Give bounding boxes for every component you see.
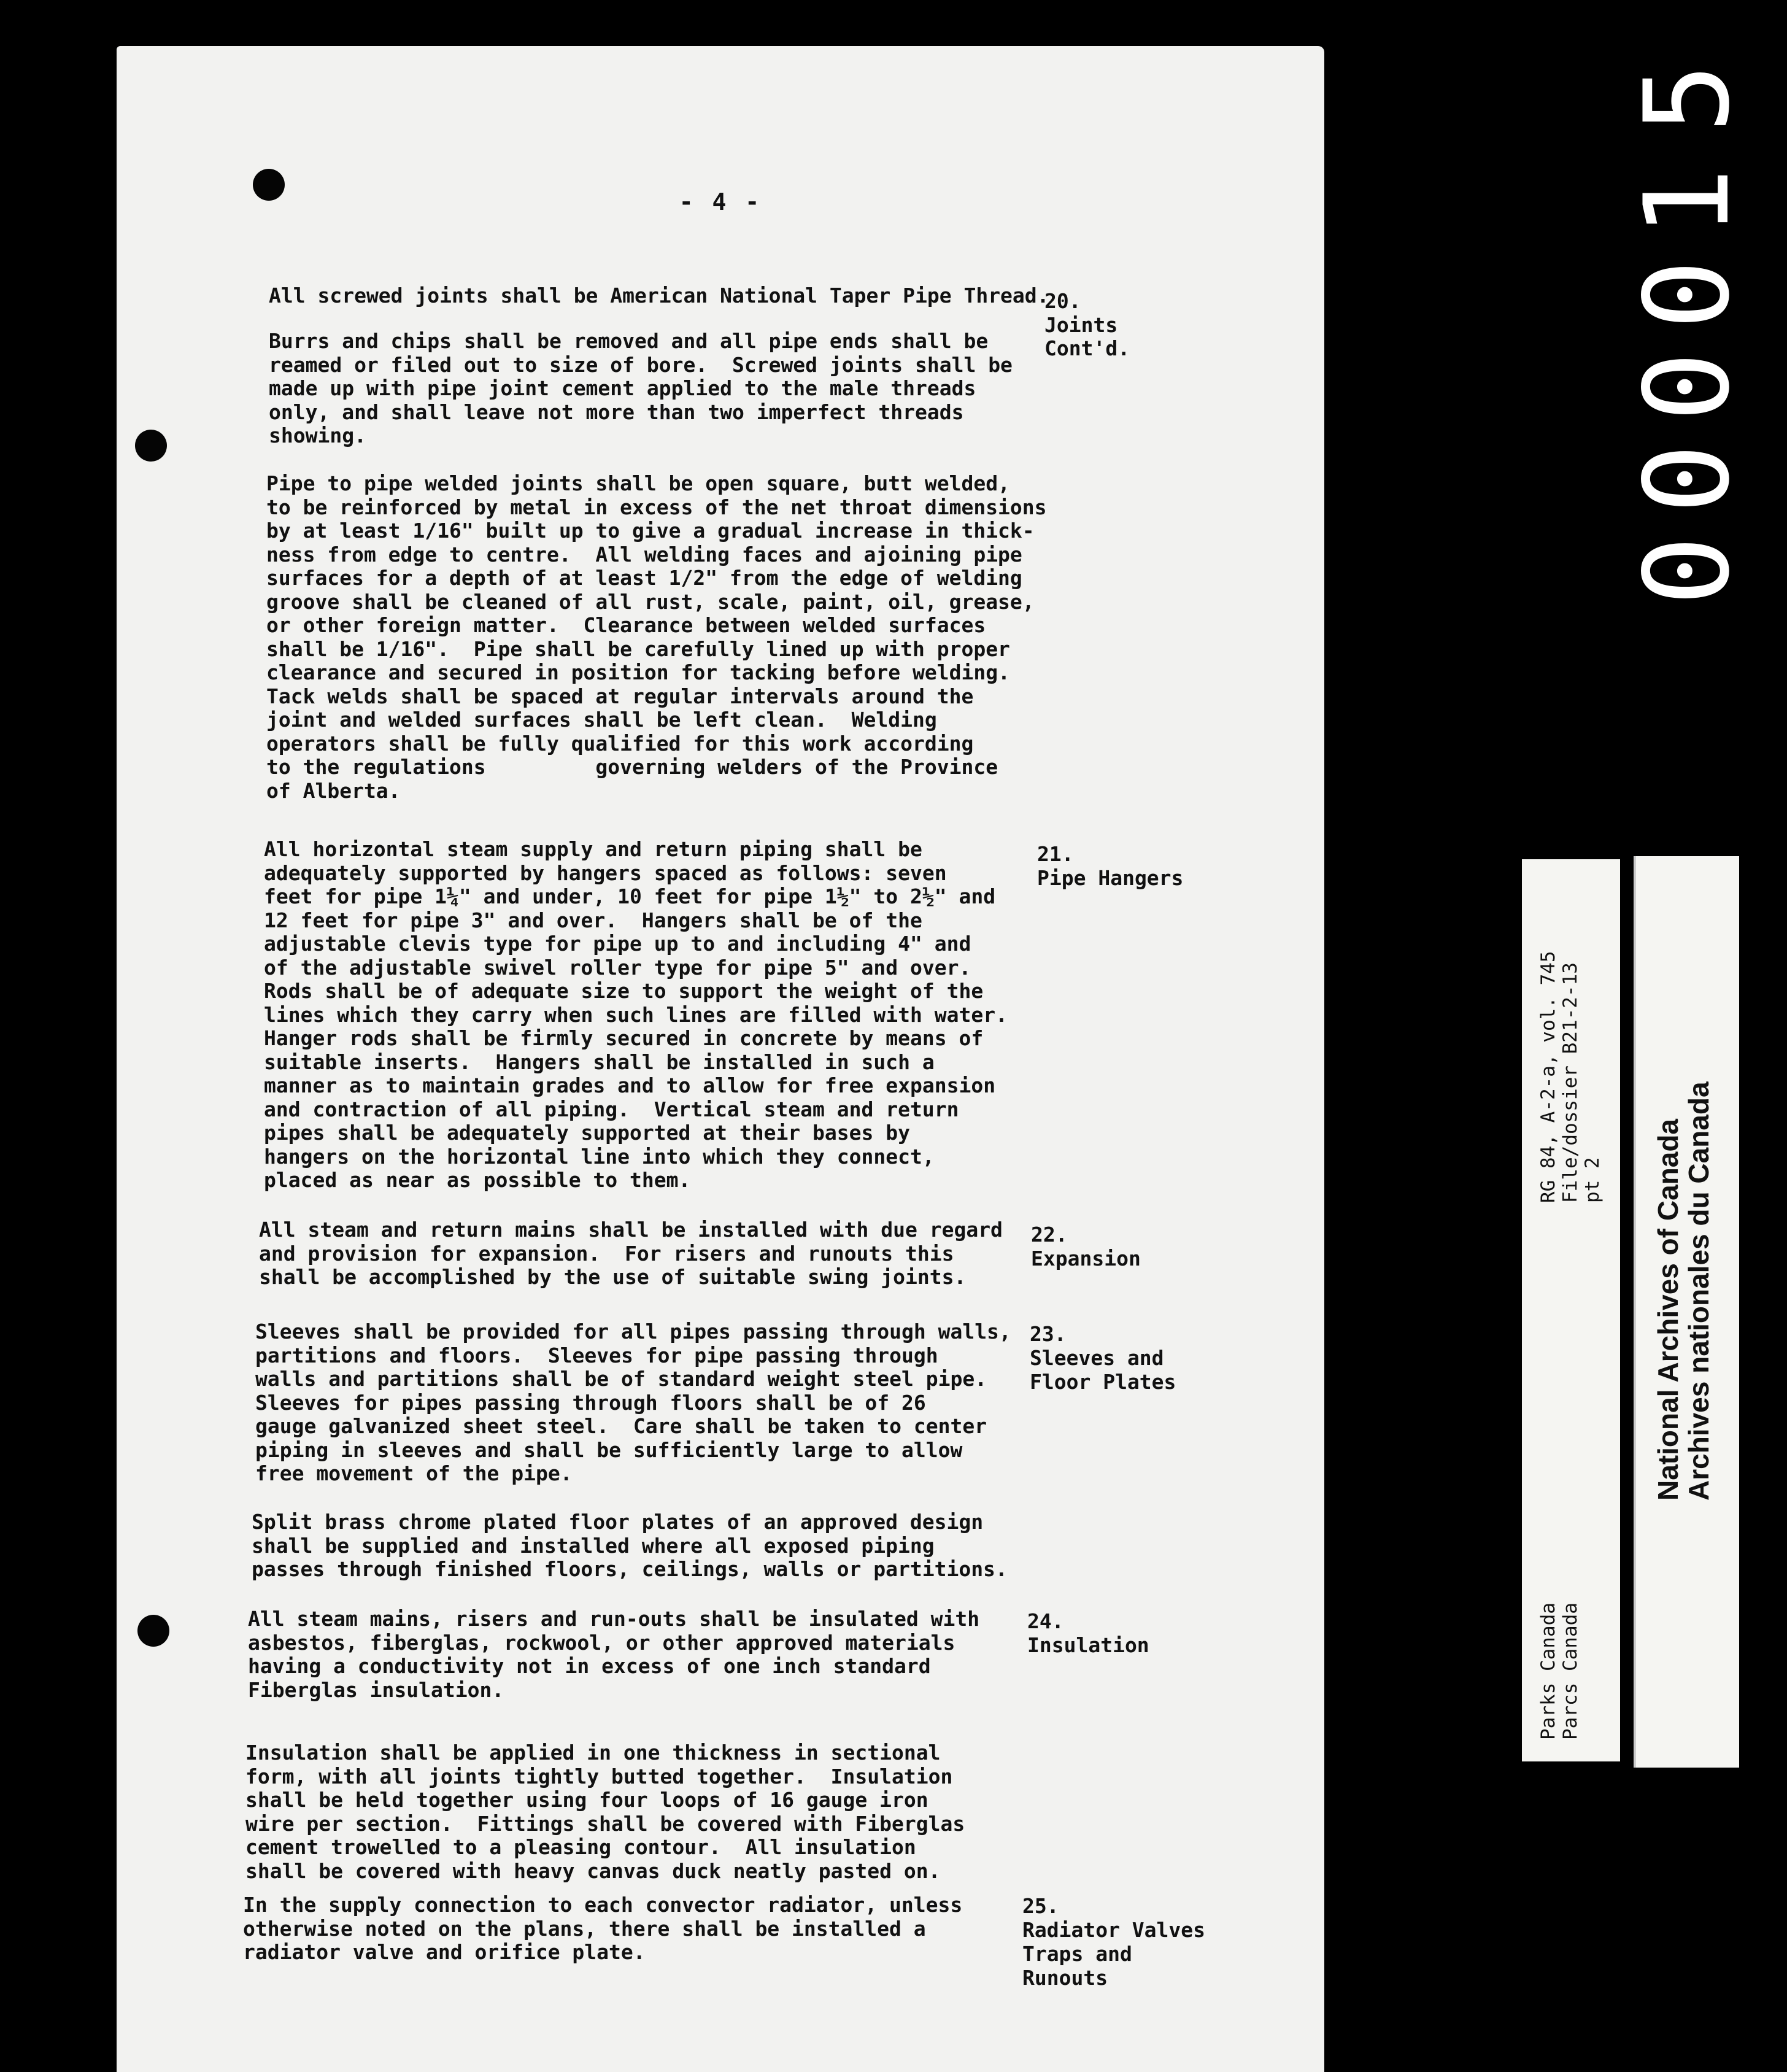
archive-agency-line-2: Parcs Canada [1559,1602,1581,1740]
section-25-paragraph-1: In the supply connection to each convector radiator, unless otherwise noted on the plans, there shall be installed a radiator valve and orifice plate. [243,1893,963,1964]
section-23-paragraph-1: Sleeves shall be provided for all pipes passing through walls, partitions and floors. Sleeves for pipe passing through walls and partitions shall be of standard weight steel pipe. Sleeves for pipes passing through floors shall be of 26 gauge galvanized sheet steel. Care shall be taken to center piping in sleeves and shall be sufficiently large to allow free movement of the pipe. [255,1320,1011,1485]
section-23-number: 23. [1030,1322,1067,1346]
punch-hole-bottom [137,1615,169,1647]
section-20-paragraph-3: Pipe to pipe welded joints shall be open square, butt welded, to be reinforced by metal in excess of the net throat dimensions by at least 1/16" built up to give a gradual increase in thick- ness from edge to centre. All welding faces and ajoining pipe surfaces for a depth of at least 1/2" from the edge of welding groove shall be cleaned of all rust, scale, paint, oil, grease, or other foreign matter. Clearance between welded surfaces shall be 1/16". Pipe shall be carefully lined up with proper clearance and secured in position for tacking before welding. Tack welds shall be spaced at regular intervals around the joint and welded surfaces shall be left clean. Welding operators shall be fully qualified for this work according to the regulations governing welders of the Province of Alberta. [266,471,1047,803]
archive-reference-line-2: File/dossier B21-2-13 [1559,962,1581,1203]
section-20-number: 20. [1044,289,1081,313]
document-page [117,46,1324,2072]
archive-reference-line-3: pt 2 [1581,1157,1604,1203]
archive-reference-card [1522,859,1620,1761]
section-22-heading-line-1: Expansion [1031,1247,1141,1270]
archive-agency-line-1: Parks Canada [1537,1602,1559,1740]
section-24-number: 24. [1027,1609,1064,1633]
section-20-paragraph-1: All screwed joints shall be American National Taper Pipe Thread. [269,284,1049,307]
punch-hole-middle [135,430,167,462]
frame-digit-2: 0 [1619,443,1755,514]
section-20-heading-line-1: Joints [1044,313,1118,337]
section-23-heading-line-2: Floor Plates [1030,1370,1176,1394]
archive-reference-line-1: RG 84, A-2-a, vol. 745 [1537,951,1559,1203]
institution-name-french: Archives nationales du Canada [1683,1081,1715,1501]
section-23-heading-line-1: Sleeves and [1030,1346,1164,1370]
section-22-number: 22. [1031,1223,1068,1247]
section-25-number: 25. [1022,1894,1059,1918]
section-25-heading-line-1: Radiator Valves [1022,1918,1206,1942]
section-21-paragraph-1: All horizontal steam supply and return piping shall be adequately supported by hangers spaced as follows: seven feet for pipe 1¼" and under, 10 feet for pipe 1½" to 2½" and 12 feet for pipe 3" and over. Hangers shall be of the adjustable clevis type for pipe up to and including 4" and of the adjustable swivel roller type for pipe 5" and over. Rods shall be of adequate size to support the weight of the lines which they carry when such lines are filled with water. Hanger rods shall be firmly secured in concrete by means of suitable inserts. Hangers shall be installed in such a manner as to maintain grades and to allow for free expansion and contraction of all piping. Vertical steam and return pipes shall be adequately supported at their bases by hangers on the horizontal line into which they connect, placed as near as possible to them. [264,837,1008,1192]
section-25-heading-line-3: Runouts [1022,1966,1108,1990]
section-21-heading-line-1: Pipe Hangers [1037,866,1184,890]
frame-digit-3: 0 [1619,351,1755,422]
frame-digit-1: 0 [1619,535,1755,606]
section-24-paragraph-1: All steam mains, risers and run-outs shall be insulated with asbestos, fiberglas, rockwool, or other approved materials having a conductivity not in excess of one inch standard Fiberglas insulation. [248,1607,980,1702]
page-number: - 4 - [679,188,762,215]
archives-institution-card [1634,856,1739,1768]
institution-name-english: National Archives of Canada [1652,1118,1684,1501]
frame-digit-6: 5 [1619,63,1755,134]
section-24-paragraph-2: Insulation shall be applied in one thickness in sectional form, with all joints tightly butted together. Insulation shall be held together using four loops of 16 gauge iron wire per section. Fittings shall be covered with Fiberglas cement trowelled to a pleasing contour. All insulation shall be covered with heavy canvas duck neatly pasted on. [245,1741,965,1883]
frame-digit-5: 1 [1619,167,1755,238]
section-25-heading-line-2: Traps and [1022,1942,1132,1966]
section-22-paragraph-1: All steam and return mains shall be installed with due regard and provision for expansion. For risers and runouts this shall be accomplished by the use of suitable swing joints. [259,1218,1003,1289]
section-24-heading-line-1: Insulation [1027,1633,1149,1657]
frame-number [1596,25,1767,626]
section-20-heading-line-2: Cont'd. [1044,336,1130,360]
frame-digit-4: 0 [1619,259,1755,330]
section-20-paragraph-2: Burrs and chips shall be removed and all pipe ends shall be reamed or filed out to size of bore. Screwed joints shall be made up with pipe joint cement applied to the male threads only, and shall leave not more than two imperfect threads showing. [269,329,1013,447]
section-23-paragraph-2: Split brass chrome plated floor plates of an approved design shall be supplied and installed where all exposed piping passes through finished floors, ceilings, walls or partitions. [252,1510,1008,1581]
section-21-number: 21. [1037,842,1074,866]
